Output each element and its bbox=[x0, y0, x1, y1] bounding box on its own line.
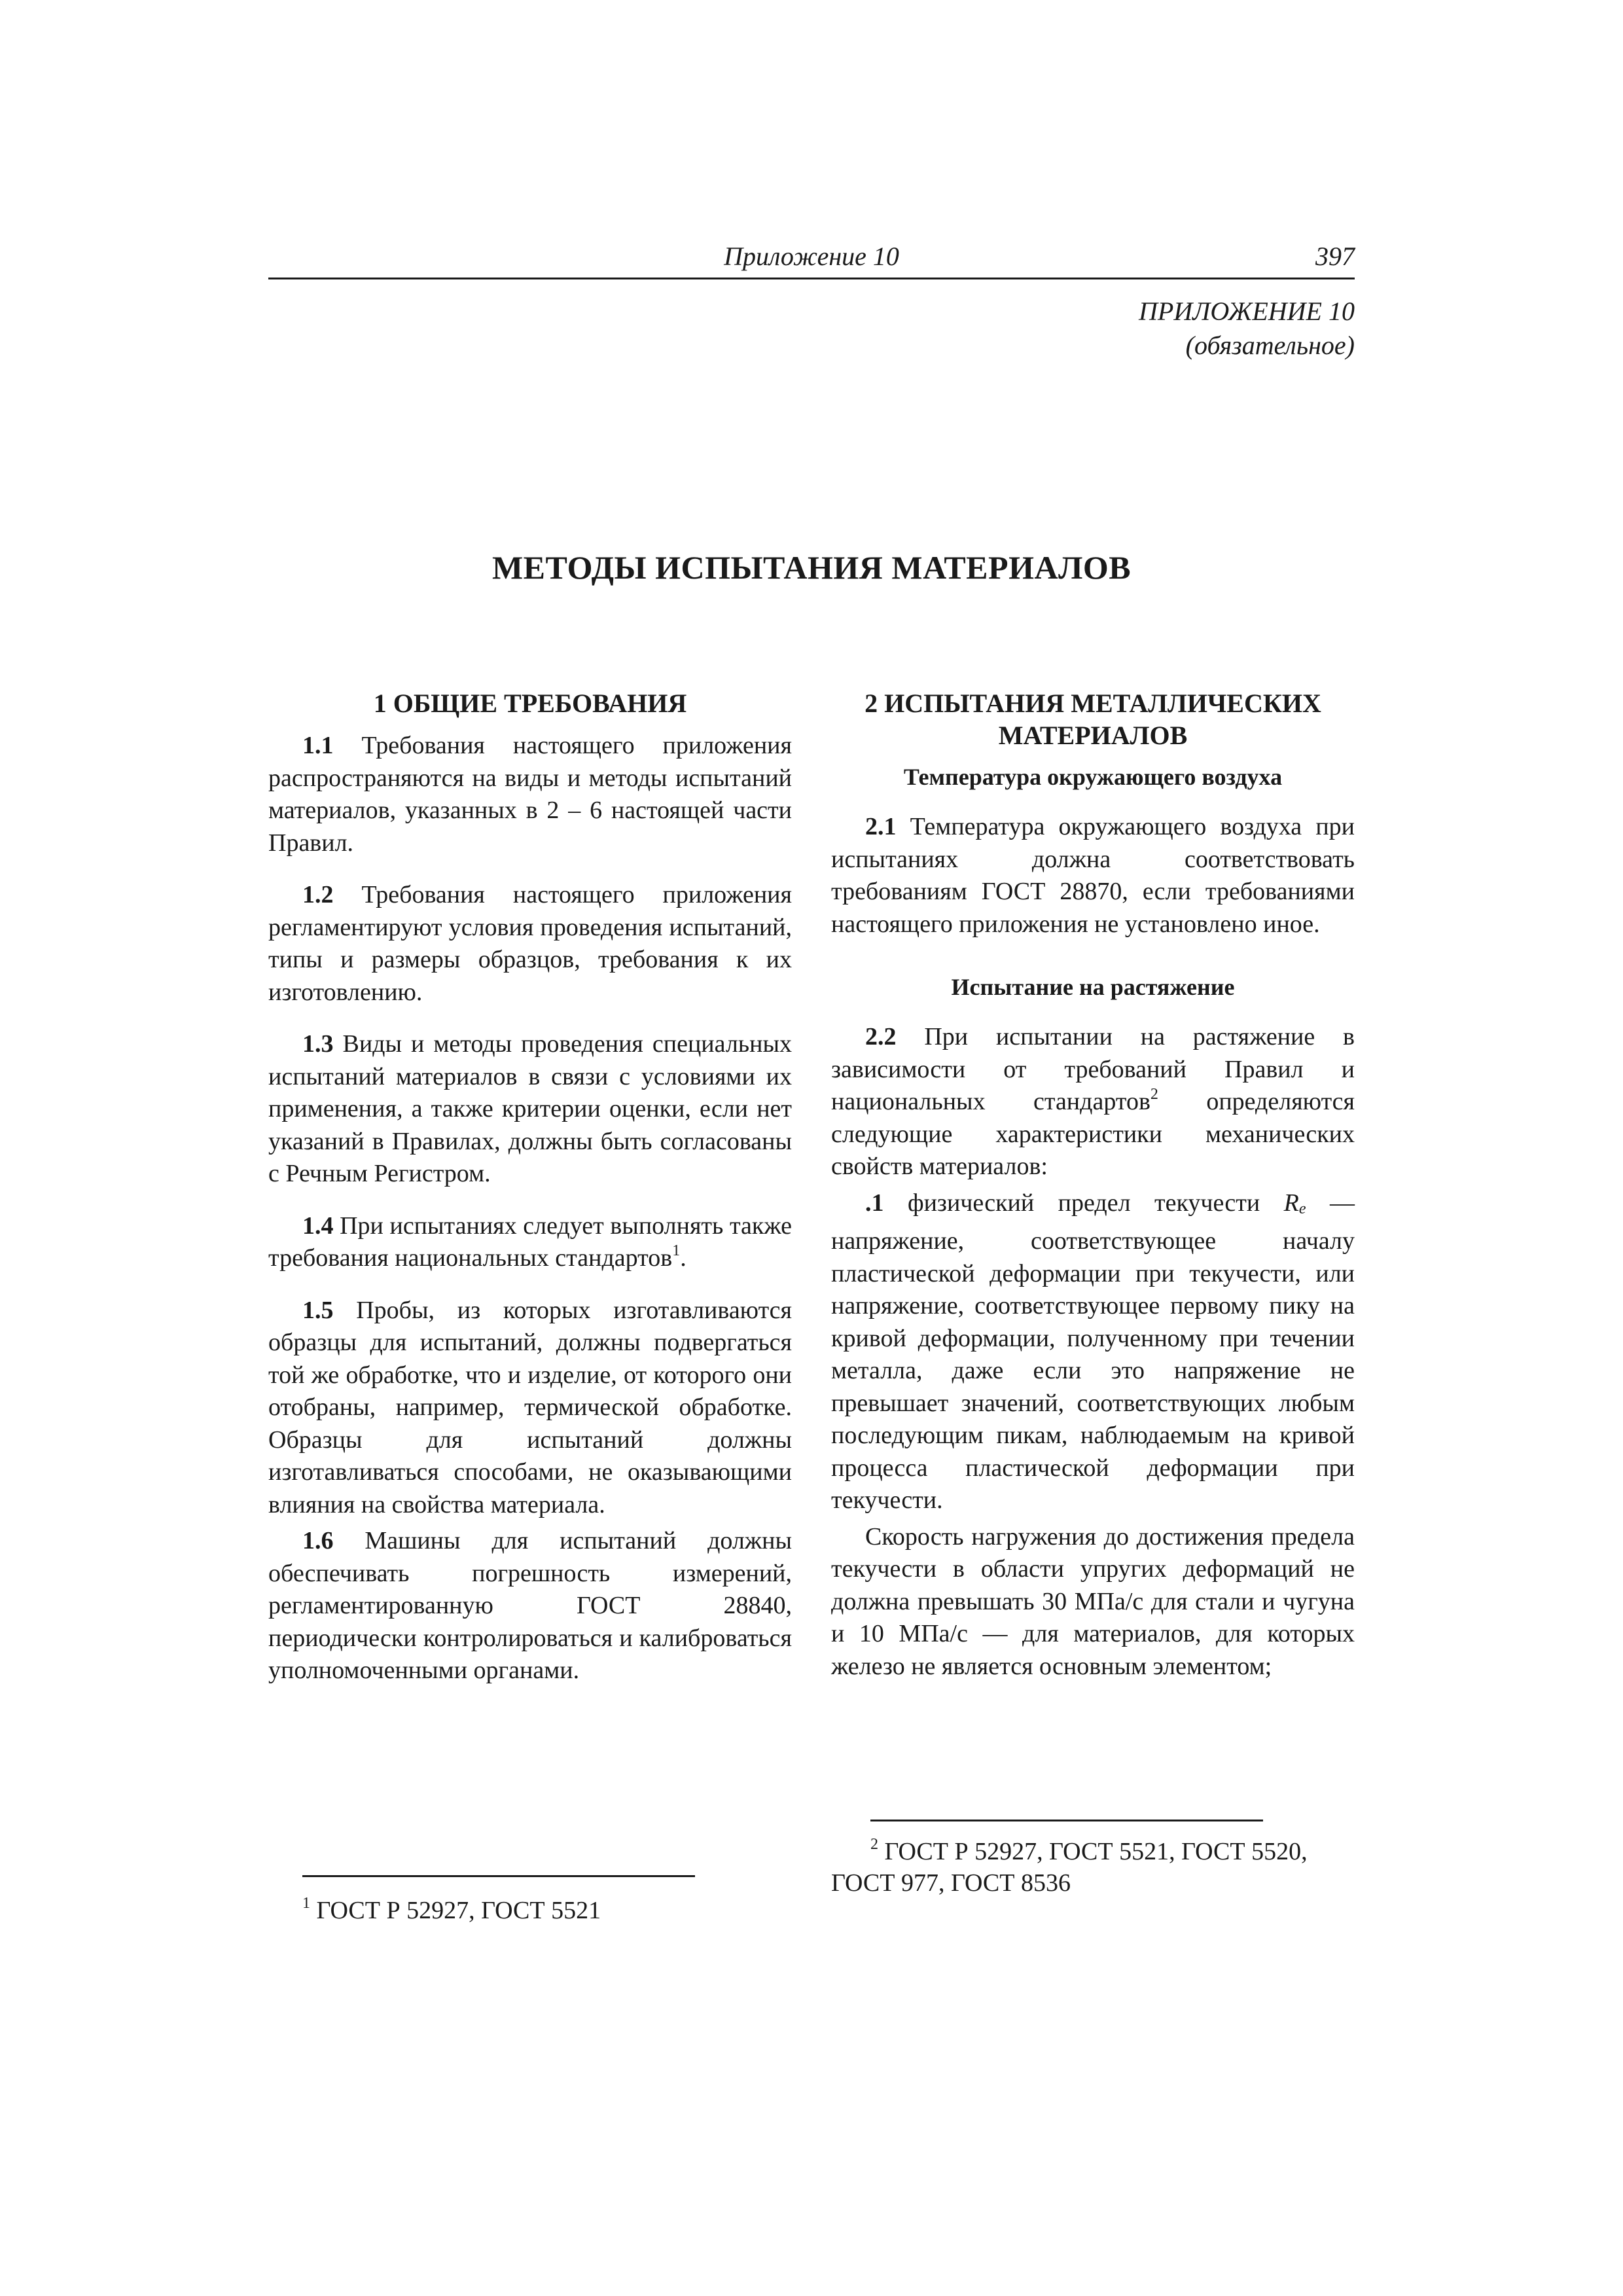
paragraph-number: 1.3 bbox=[302, 1030, 334, 1058]
paragraph-loading-speed: Скорость нагружения до достижения предела текучести в области упругих деформаций не должна превышать 30 МПа/с для стали и чугуна и 10 МПа/с — для материалов, для которых железо не является основным элементом; bbox=[831, 1522, 1355, 1680]
paragraph-1-3 bbox=[268, 1028, 792, 1191]
paragraph-2-1 bbox=[831, 811, 1355, 941]
item-text: физический предел текучести bbox=[883, 1189, 1284, 1217]
paragraph-1-4 bbox=[268, 1210, 792, 1275]
paragraph-text: Температура окружающего воздуха при испытаниях должна соответствовать требованиям ГОСТ 28870, если требованиями настоящего приложения не установлено иное. bbox=[831, 813, 1355, 938]
document-title: МЕТОДЫ ИСПЫТАНИЯ МАТЕРИАЛОВ bbox=[491, 549, 1132, 586]
paragraph-text: При испытаниях следует выполнять также требования национальных стандартов bbox=[268, 1211, 792, 1272]
footnote-rule-left bbox=[302, 1875, 695, 1877]
footnote-text: ГОСТ Р 52927, ГОСТ 5521 bbox=[310, 1897, 601, 1924]
footnote-1 bbox=[302, 1895, 826, 1926]
paragraph-number: 1.1 bbox=[302, 732, 334, 759]
paragraph-number: 2.2 bbox=[865, 1023, 897, 1050]
page-number: 397 bbox=[1315, 242, 1355, 271]
list-item-1 bbox=[831, 1187, 1355, 1517]
yield-symbol: R bbox=[1283, 1189, 1299, 1217]
paragraph-number: 1.6 bbox=[302, 1527, 334, 1554]
subheading-tensile: Испытание на растяжение bbox=[951, 974, 1235, 1000]
footnote-text: ГОСТ Р 52927, ГОСТ 5521, ГОСТ 5520, ГОСТ 977, ГОСТ 8536 bbox=[831, 1838, 1308, 1897]
left-column bbox=[268, 687, 792, 1687]
paragraph-text: Требования настоящего приложения регламентируют условия проведения испытаний, типы и размеры образцов, требования к их изготовлению. bbox=[268, 881, 792, 1006]
running-title: Приложение 10 bbox=[724, 242, 899, 271]
appendix-number: ПРИЛОЖЕНИЕ 10 bbox=[1139, 296, 1355, 326]
item-text-cont: — напряжение, соответствующее началу пластической деформации при текучести, или напряжение, соответствующее первому пику на кривой деформации, полученному при течении металла, даже если это напряжение не превышает значений, соответствующих любым последующим пикам, наблюдаемым на кривой процесса пластической деформации при текучести. bbox=[831, 1189, 1355, 1514]
paragraph-text: Требования настоящего приложения распространяются на виды и методы испытаний материалов, указанных в 2 – 6 настоящей части Правил. bbox=[268, 732, 792, 857]
right-column bbox=[831, 687, 1355, 1683]
paragraph-number: 1.5 bbox=[302, 1296, 334, 1324]
paragraph-1-6 bbox=[268, 1525, 792, 1687]
paragraph-text: Машины для испытаний должны обеспечивать погрешность измерений, регламентированную ГОСТ 28840, периодически контролироваться и калиброваться уполномоченными органами. bbox=[268, 1527, 792, 1684]
paragraph-end: . bbox=[680, 1244, 687, 1272]
paragraph-number: 1.2 bbox=[302, 881, 334, 908]
appendix-label bbox=[1139, 295, 1355, 363]
paragraph-text: Пробы, из которых изготавливаются образцы для испытаний, должны подвергаться той же обработке, что и изделие, от которого они отобраны, например, термической обработке. Образцы для испытаний должны изготавливаться способами, не оказывающими влияния на свойства материала. bbox=[268, 1296, 792, 1518]
yield-subscript: e bbox=[1298, 1200, 1306, 1217]
footnote-mark: 2 bbox=[870, 1836, 878, 1853]
paragraph-1-2 bbox=[268, 879, 792, 1009]
subheading-temperature: Температура окружающего воздуха bbox=[903, 764, 1283, 790]
item-number: .1 bbox=[865, 1189, 884, 1217]
footnote-2 bbox=[831, 1836, 1355, 1899]
footnote-ref-1[interactable]: 1 bbox=[672, 1242, 681, 1259]
paragraph-number: 1.4 bbox=[302, 1211, 334, 1240]
paragraph-2-2 bbox=[831, 1021, 1355, 1183]
footnote-ref-2[interactable]: 2 bbox=[1150, 1086, 1158, 1103]
paragraph-text-cont: определяются следующие характеристики механических свойств материалов: bbox=[831, 1088, 1355, 1180]
paragraph-1-1 bbox=[268, 730, 792, 859]
paragraph-1-5 bbox=[268, 1295, 792, 1522]
section-2-heading: 2 ИСПЫТАНИЯ МЕТАЛЛИЧЕСКИХ МАТЕРИАЛОВ bbox=[865, 689, 1321, 750]
footnote-mark: 1 bbox=[302, 1895, 310, 1912]
running-head bbox=[268, 237, 1355, 279]
appendix-status: (обязательное) bbox=[1185, 331, 1355, 360]
paragraph-number: 2.1 bbox=[865, 813, 897, 840]
section-1-heading: 1 ОБЩИЕ ТРЕБОВАНИЯ bbox=[373, 689, 687, 718]
paragraph-text: Виды и методы проведения специальных испытаний материалов в связи с условиями их применения, а также критерии оценки, если нет указаний в Правилах, должны быть согласованы с Речным Регистром. bbox=[268, 1030, 792, 1187]
paragraph-text: При испытании на растяжение в зависимости от требований Правил и национальных стандартов bbox=[831, 1023, 1355, 1115]
footnote-rule-right bbox=[870, 1820, 1263, 1821]
